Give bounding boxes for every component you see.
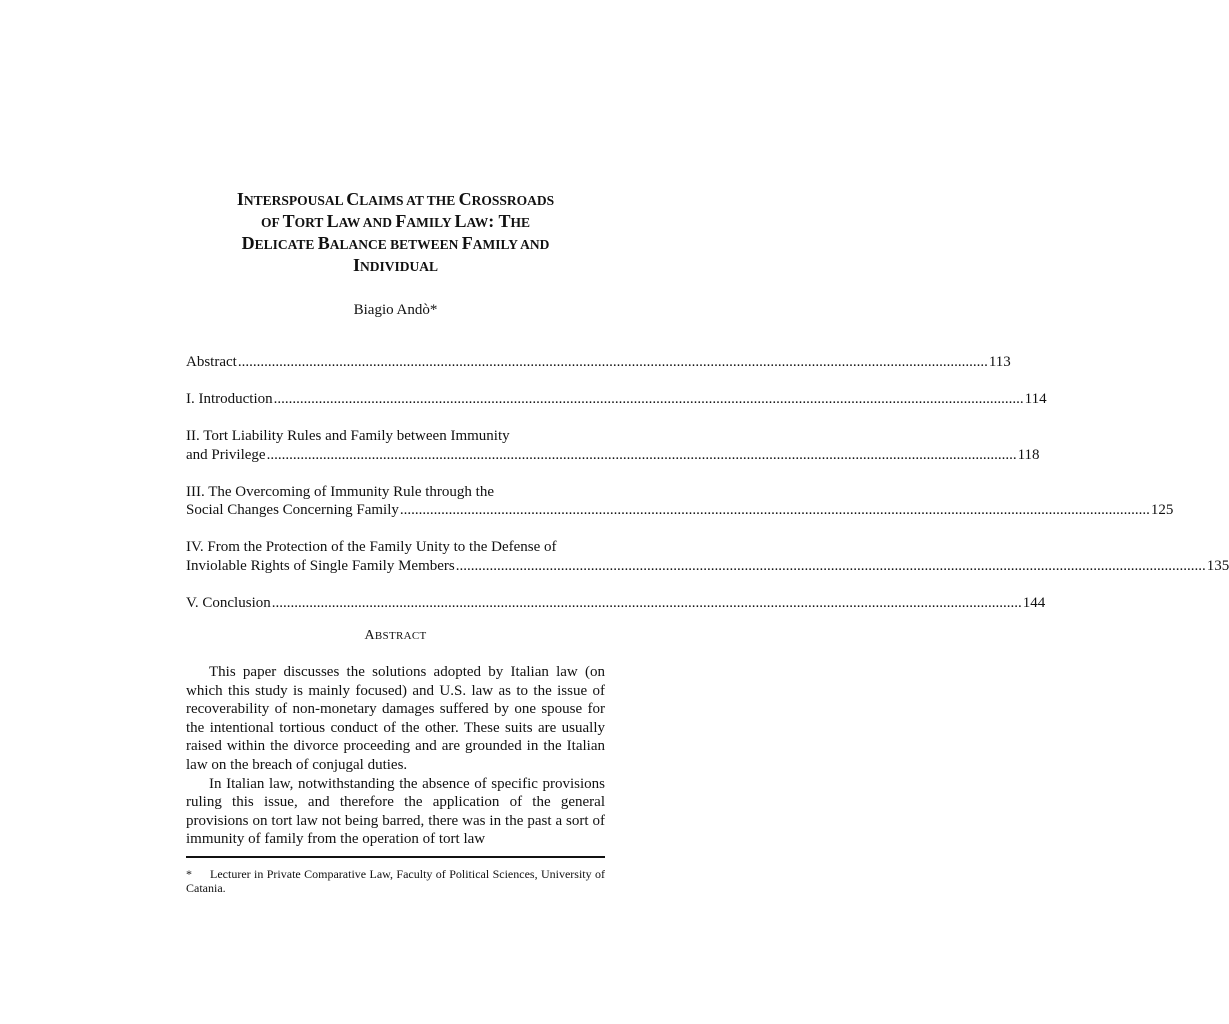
toc-line [186, 557, 1229, 576]
author-name: Biagio Andò* [353, 302, 438, 318]
toc-entry [186, 594, 1046, 613]
toc-leader-dots: ........................................................................................................................................................................................................ [266, 446, 1017, 463]
title-smallcaps: AMILY AND [472, 237, 550, 252]
footnote-marker: * [186, 867, 192, 881]
title-capital: I [352, 255, 360, 275]
toc-leader-dots: ........................................................................................................................................................................................................ [271, 594, 1022, 611]
toc-line [186, 501, 1174, 520]
toc-entry-title: II. Tort Liability Rules and Family between Immunity [186, 428, 510, 444]
toc-page-number: 114 [1024, 391, 1047, 407]
title-capital: L [454, 211, 467, 231]
toc-entry [186, 390, 1047, 409]
title-smallcaps: AW AND [338, 215, 396, 230]
title-capital: T [282, 211, 295, 231]
abstract-body [186, 663, 605, 849]
toc-line [186, 353, 1011, 372]
toc-page-number: 118 [1017, 446, 1040, 463]
section-heading-rest: BSTRACT [374, 630, 427, 642]
toc-page-number: 125 [1150, 502, 1174, 518]
title-smallcaps: AW [466, 215, 489, 230]
title-capital: C [346, 189, 360, 209]
footnote-text: Lecturer in Private Comparative Law, Faculty of Political Sciences, University of Catania. [186, 867, 605, 895]
abstract-paragraph: This paper discusses the solutions adopted by Italian law (on which this study is mainly focused) and U.S. law as to the issue of recoverability of non-monetary damages suffered by one spouse for the intentional tortious conduct of the other. These suits are usually raised within the divorce proceeding and are grounded in the Italian law on the breach of conjugal duties. [186, 664, 605, 773]
toc-entry [186, 538, 1229, 575]
toc-page-number: 144 [1022, 594, 1046, 611]
title-capital: D [241, 233, 255, 253]
toc-leader-dots: ........................................................................................................................................................................................................ [455, 557, 1206, 574]
title-capital: F [395, 211, 407, 231]
toc-line [186, 538, 605, 557]
toc-page-number: 113 [988, 354, 1011, 370]
toc-leader-dots: ........................................................................................................................................................................................................ [237, 354, 988, 370]
table-of-contents [186, 353, 1229, 612]
section-heading [186, 628, 605, 644]
toc-entry-title: IV. From the Protection of the Family Unity to the Defense of [186, 539, 557, 555]
toc-page-number: 135 [1206, 557, 1229, 574]
toc-entry-title: V. Conclusion [186, 594, 271, 611]
title-smallcaps: OF [261, 215, 283, 230]
toc-line [186, 483, 605, 502]
title-smallcaps: ROSSROADS [471, 193, 555, 208]
title-capital: : T [488, 211, 511, 231]
abstract-paragraph: In Italian law, notwithstanding the absence of specific provisions ruling this issue, and therefore the application of the general provisions on tort law not being barred, there was in the past a sort of immunity of family from the operation of tort law [186, 775, 605, 848]
footnote [186, 867, 605, 895]
title-smallcaps: ELICATE [254, 237, 318, 252]
title-capital: B [317, 233, 330, 253]
toc-entry [186, 427, 1040, 464]
section-heading-initial: A [364, 628, 375, 643]
footnote-divider [186, 856, 605, 858]
title-capital: I [236, 189, 244, 209]
article-title [186, 189, 605, 277]
toc-entry-title: and Privilege [186, 446, 266, 463]
toc-entry-title: Inviolable Rights of Single Family Members [186, 557, 455, 574]
toc-line [186, 427, 605, 446]
title-smallcaps: ALANCE BETWEEN [329, 237, 462, 252]
title-capital: L [326, 211, 339, 231]
toc-line [186, 446, 1040, 465]
title-capital: F [461, 233, 473, 253]
title-smallcaps: AMILY [406, 215, 455, 230]
toc-entry-title: III. The Overcoming of Immunity Rule through the [186, 483, 494, 500]
title-smallcaps: LAIMS AT THE [359, 193, 459, 208]
title-smallcaps: NDIVIDUAL [360, 259, 439, 274]
title-capital: C [458, 189, 472, 209]
title-smallcaps: NTERSPOUSAL [243, 193, 347, 208]
toc-entry [186, 483, 1174, 520]
title-smallcaps: ORT [294, 215, 327, 230]
toc-line [186, 390, 1047, 409]
toc-leader-dots: ........................................................................................................................................................................................................ [273, 391, 1024, 407]
toc-entry-title: I. Introduction [186, 391, 273, 407]
title-smallcaps: HE [510, 215, 530, 230]
toc-entry-title: Abstract [186, 354, 237, 370]
toc-leader-dots: ........................................................................................................................................................................................................ [399, 502, 1150, 518]
toc-entry [186, 353, 1011, 372]
toc-entry-title: Social Changes Concerning Family [186, 502, 399, 518]
toc-line [186, 594, 1046, 613]
